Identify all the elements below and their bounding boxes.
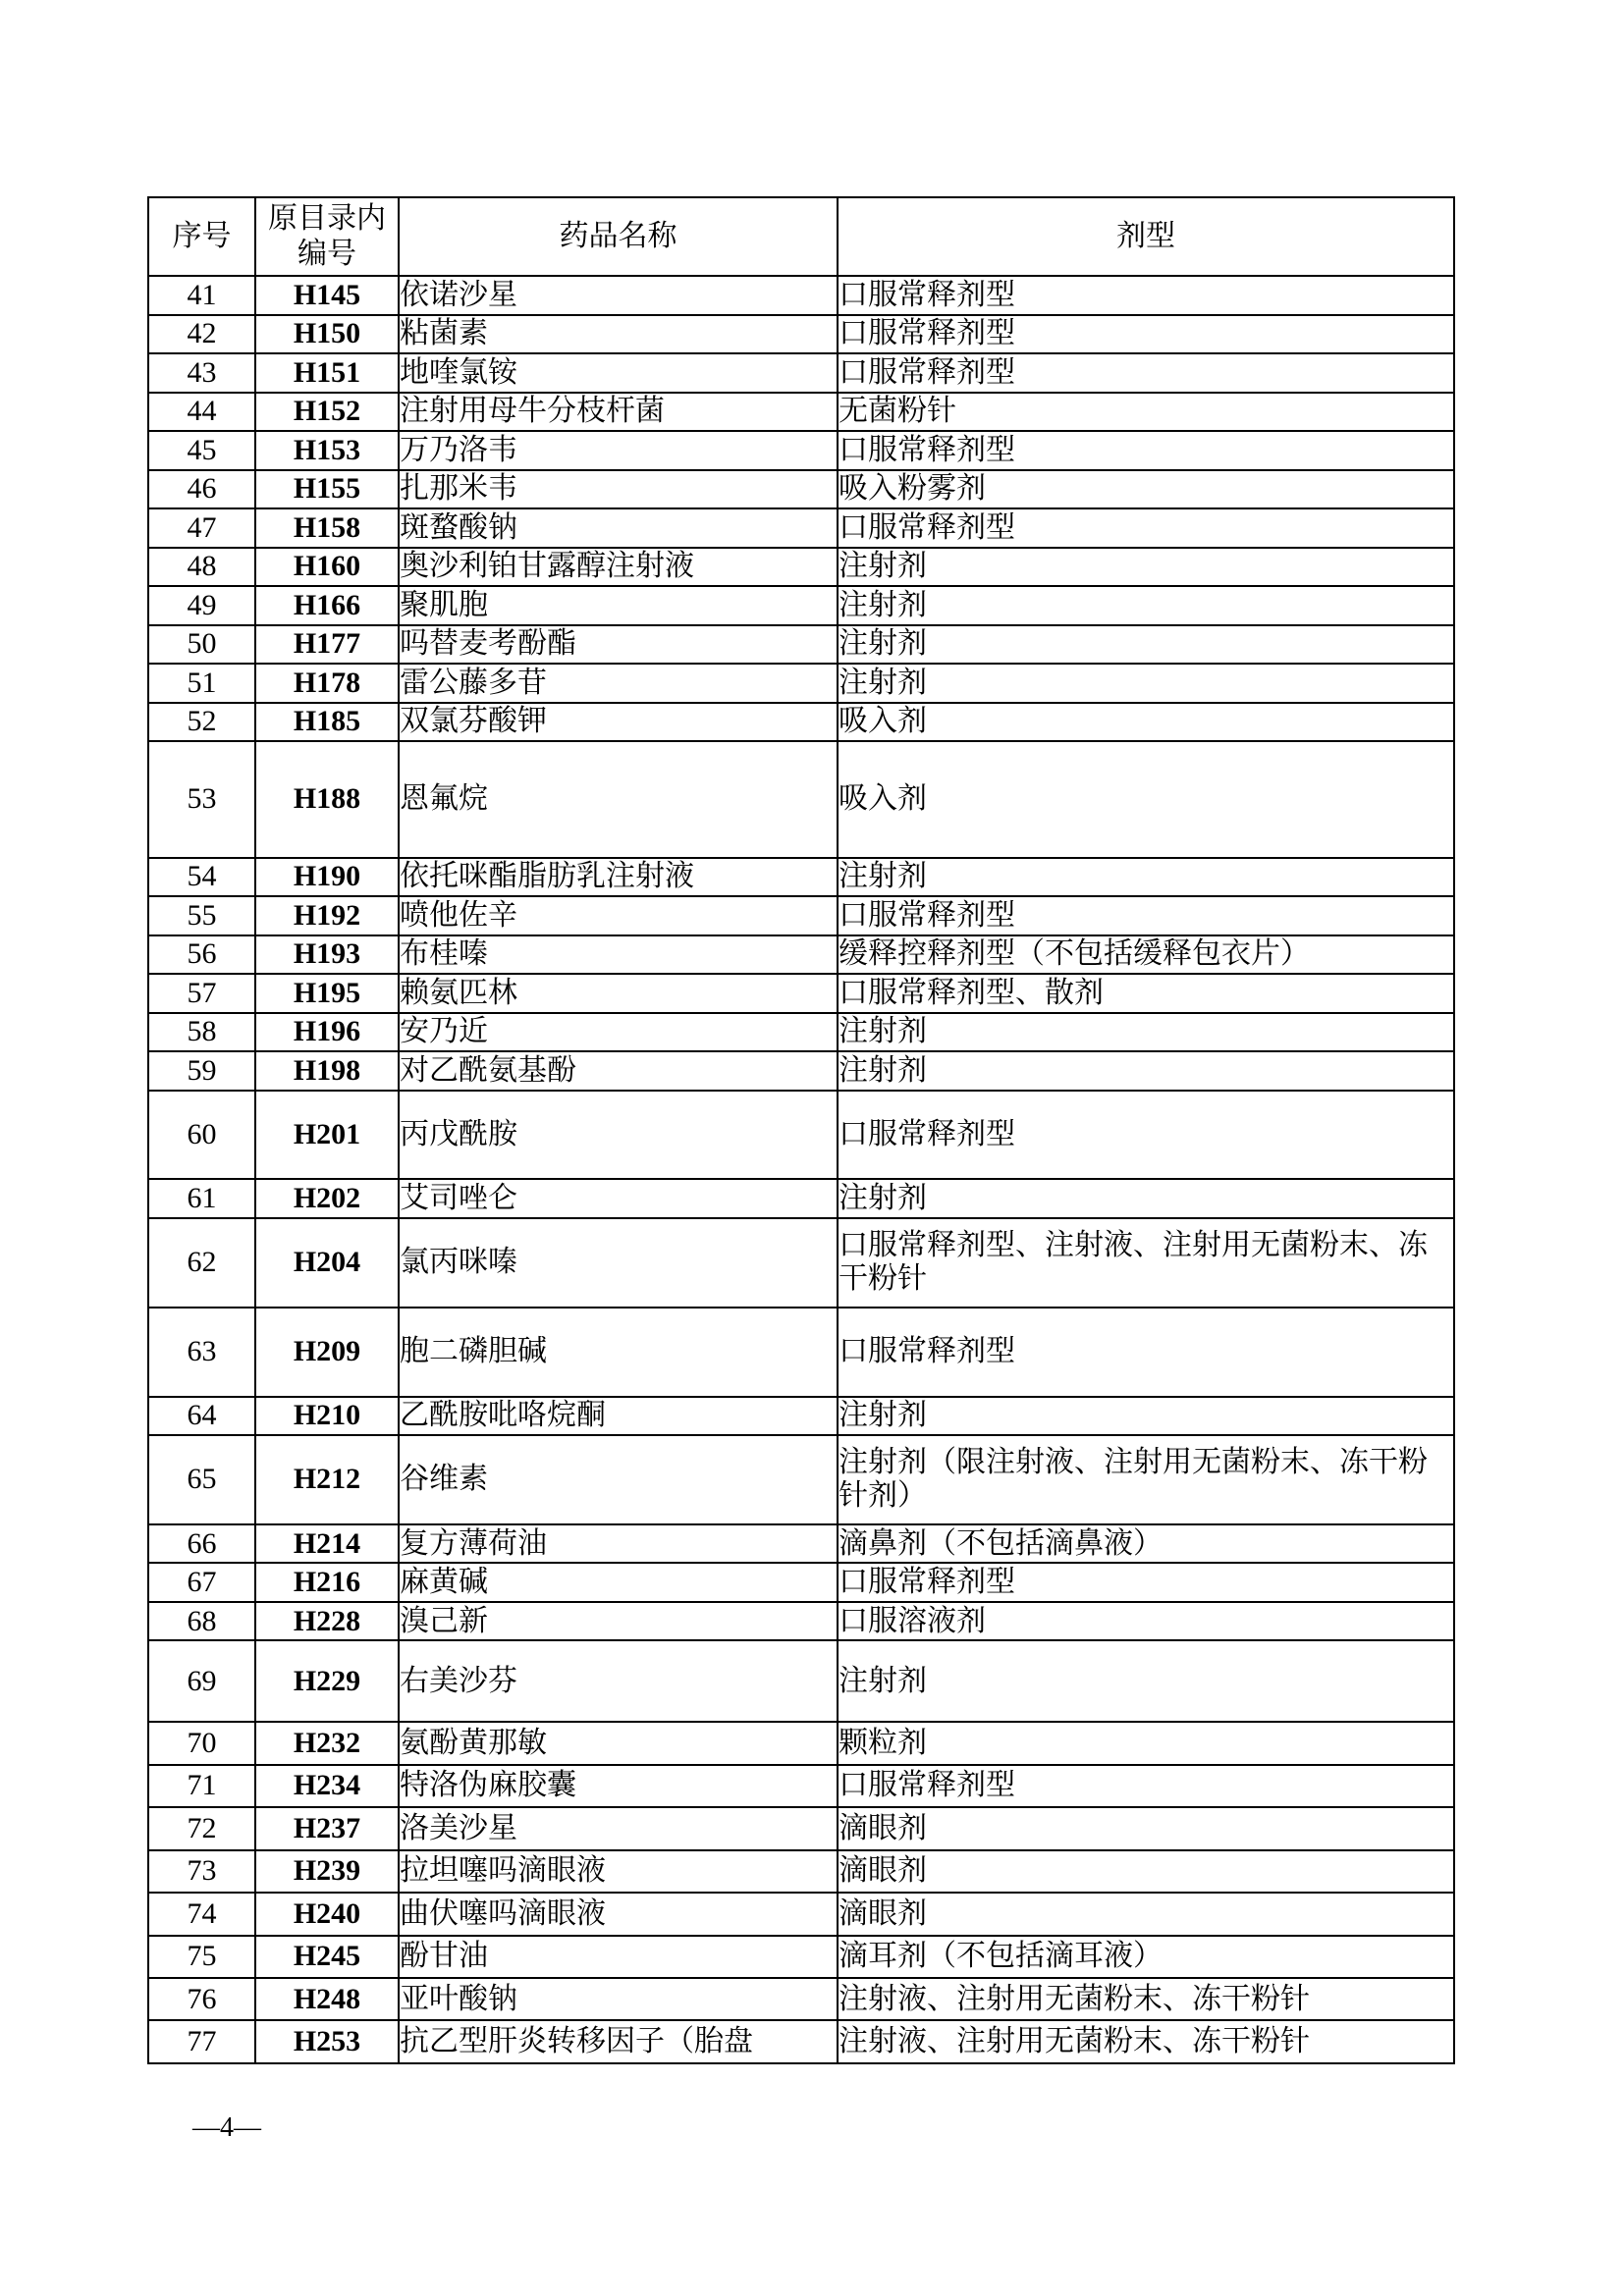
- table-row: [148, 276, 1454, 315]
- original-code-cell: H214: [255, 1524, 399, 1564]
- serial-no-cell: 42: [148, 315, 255, 354]
- table-row: [148, 1524, 1454, 1564]
- table-row: [148, 431, 1454, 470]
- dosage-form-cell: 注射剂: [838, 548, 1454, 587]
- table-row: [148, 935, 1454, 975]
- drug-name-cell: 酚甘油: [399, 1936, 838, 1978]
- drug-name-cell: 胞二磷胆碱: [399, 1308, 838, 1397]
- table-row: [148, 586, 1454, 625]
- table-row: [148, 1765, 1454, 1807]
- original-code-cell: H198: [255, 1051, 399, 1091]
- original-code-cell: H177: [255, 625, 399, 665]
- drug-name-cell: 万乃洛韦: [399, 431, 838, 470]
- serial-no-cell: 69: [148, 1640, 255, 1722]
- drug-name-cell: 雷公藤多苷: [399, 664, 838, 703]
- original-code-cell: H145: [255, 276, 399, 315]
- original-code-cell: H155: [255, 470, 399, 509]
- table-row: [148, 1936, 1454, 1978]
- drug-name-cell: 安乃近: [399, 1013, 838, 1052]
- table-row: [148, 703, 1454, 742]
- table-row: [148, 1722, 1454, 1764]
- original-code-cell: H151: [255, 353, 399, 393]
- dosage-form-cell: 口服溶液剂: [838, 1602, 1454, 1641]
- original-code-cell: H237: [255, 1807, 399, 1849]
- serial-no-cell: 67: [148, 1563, 255, 1602]
- drug-name-cell: 丙戊酰胺: [399, 1091, 838, 1180]
- dosage-form-cell: 注射剂: [838, 586, 1454, 625]
- original-code-cell: H239: [255, 1850, 399, 1893]
- dosage-form-cell: 滴鼻剂（不包括滴鼻液）: [838, 1524, 1454, 1564]
- drug-name-cell: 氨酚黄那敏: [399, 1722, 838, 1764]
- serial-no-cell: 51: [148, 664, 255, 703]
- drug-name-cell: 抗乙型肝炎转移因子（胎盘: [399, 2020, 838, 2062]
- original-code-cell: H190: [255, 858, 399, 897]
- drug-name-cell: 复方薄荷油: [399, 1524, 838, 1564]
- header-drug-name: 药品名称: [399, 197, 838, 276]
- table-row: [148, 1850, 1454, 1893]
- table-row: [148, 1218, 1454, 1308]
- table-row: [148, 315, 1454, 354]
- serial-no-cell: 45: [148, 431, 255, 470]
- table-row: [148, 858, 1454, 897]
- serial-no-cell: 71: [148, 1765, 255, 1807]
- table-row: [148, 1563, 1454, 1602]
- dosage-form-cell: 口服常释剂型、注射液、注射用无菌粉末、冻干粉针: [838, 1218, 1454, 1308]
- serial-no-cell: 66: [148, 1524, 255, 1564]
- table-header-row: [148, 197, 1454, 276]
- original-code-cell: H188: [255, 741, 399, 858]
- serial-no-cell: 58: [148, 1013, 255, 1052]
- header-original-code: 原目录内编号: [255, 197, 399, 276]
- dosage-form-cell: 吸入剂: [838, 741, 1454, 858]
- serial-no-cell: 54: [148, 858, 255, 897]
- serial-no-cell: 63: [148, 1308, 255, 1397]
- drug-name-cell: 曲伏噻吗滴眼液: [399, 1893, 838, 1935]
- table-row: [148, 896, 1454, 935]
- serial-no-cell: 43: [148, 353, 255, 393]
- serial-no-cell: 41: [148, 276, 255, 315]
- serial-no-cell: 57: [148, 974, 255, 1013]
- dosage-form-cell: 注射剂: [838, 1640, 1454, 1722]
- drug-name-cell: 特洛伪麻胶囊: [399, 1765, 838, 1807]
- drug-name-cell: 双氯芬酸钾: [399, 703, 838, 742]
- drug-list-table: [147, 196, 1455, 2064]
- original-code-cell: H178: [255, 664, 399, 703]
- drug-name-cell: 恩氟烷: [399, 741, 838, 858]
- dosage-form-cell: 口服常释剂型: [838, 1563, 1454, 1602]
- drug-name-cell: 谷维素: [399, 1435, 838, 1524]
- drug-name-cell: 溴己新: [399, 1602, 838, 1641]
- table-row: [148, 393, 1454, 432]
- table-row: [148, 1091, 1454, 1180]
- header-serial-no: 序号: [148, 197, 255, 276]
- drug-name-cell: 聚肌胞: [399, 586, 838, 625]
- dosage-form-cell: 注射剂: [838, 1397, 1454, 1436]
- table-row: [148, 1978, 1454, 2020]
- serial-no-cell: 46: [148, 470, 255, 509]
- dosage-form-cell: 滴眼剂: [838, 1807, 1454, 1849]
- serial-no-cell: 75: [148, 1936, 255, 1978]
- table-row: [148, 741, 1454, 858]
- serial-no-cell: 62: [148, 1218, 255, 1308]
- original-code-cell: H229: [255, 1640, 399, 1722]
- table-row: [148, 664, 1454, 703]
- table-row: [148, 1807, 1454, 1849]
- serial-no-cell: 49: [148, 586, 255, 625]
- drug-name-cell: 氯丙咪嗪: [399, 1218, 838, 1308]
- dosage-form-cell: 注射剂: [838, 1179, 1454, 1218]
- drug-name-cell: 扎那米韦: [399, 470, 838, 509]
- serial-no-cell: 74: [148, 1893, 255, 1935]
- table-row: [148, 1602, 1454, 1641]
- drug-name-cell: 依诺沙星: [399, 276, 838, 315]
- table-row: [148, 1435, 1454, 1524]
- drug-name-cell: 斑蝥酸钠: [399, 508, 838, 548]
- table-row: [148, 2020, 1454, 2062]
- original-code-cell: H248: [255, 1978, 399, 2020]
- original-code-cell: H195: [255, 974, 399, 1013]
- original-code-cell: H240: [255, 1893, 399, 1935]
- dosage-form-cell: 口服常释剂型: [838, 1308, 1454, 1397]
- original-code-cell: H185: [255, 703, 399, 742]
- header-dosage-form: 剂型: [838, 197, 1454, 276]
- serial-no-cell: 53: [148, 741, 255, 858]
- drug-name-cell: 右美沙芬: [399, 1640, 838, 1722]
- original-code-cell: H228: [255, 1602, 399, 1641]
- dosage-form-cell: 口服常释剂型: [838, 1091, 1454, 1180]
- original-code-cell: H210: [255, 1397, 399, 1436]
- dosage-form-cell: 注射剂: [838, 1013, 1454, 1052]
- serial-no-cell: 56: [148, 935, 255, 975]
- serial-no-cell: 59: [148, 1051, 255, 1091]
- table-row: [148, 1013, 1454, 1052]
- table-row: [148, 1308, 1454, 1397]
- drug-name-cell: 粘菌素: [399, 315, 838, 354]
- serial-no-cell: 60: [148, 1091, 255, 1180]
- original-code-cell: H209: [255, 1308, 399, 1397]
- dosage-form-cell: 吸入粉雾剂: [838, 470, 1454, 509]
- dosage-form-cell: 注射液、注射用无菌粉末、冻干粉针: [838, 2020, 1454, 2062]
- drug-name-cell: 地喹氯铵: [399, 353, 838, 393]
- table-row: [148, 1893, 1454, 1935]
- original-code-cell: H166: [255, 586, 399, 625]
- serial-no-cell: 47: [148, 508, 255, 548]
- dosage-form-cell: 注射剂: [838, 1051, 1454, 1091]
- table-body: [148, 276, 1454, 2063]
- original-code-cell: H192: [255, 896, 399, 935]
- serial-no-cell: 65: [148, 1435, 255, 1524]
- serial-no-cell: 72: [148, 1807, 255, 1849]
- original-code-cell: H212: [255, 1435, 399, 1524]
- dosage-form-cell: 注射剂: [838, 625, 1454, 665]
- original-code-cell: H153: [255, 431, 399, 470]
- drug-name-cell: 对乙酰氨基酚: [399, 1051, 838, 1091]
- original-code-cell: H234: [255, 1765, 399, 1807]
- original-code-cell: H204: [255, 1218, 399, 1308]
- drug-name-cell: 乙酰胺吡咯烷酮: [399, 1397, 838, 1436]
- dosage-form-cell: 口服常释剂型: [838, 431, 1454, 470]
- original-code-cell: H216: [255, 1563, 399, 1602]
- serial-no-cell: 70: [148, 1722, 255, 1764]
- drug-name-cell: 依托咪酯脂肪乳注射液: [399, 858, 838, 897]
- serial-no-cell: 77: [148, 2020, 255, 2062]
- dosage-form-cell: 口服常释剂型、散剂: [838, 974, 1454, 1013]
- dosage-form-cell: 口服常释剂型: [838, 353, 1454, 393]
- original-code-cell: H193: [255, 935, 399, 975]
- dosage-form-cell: 口服常释剂型: [838, 1765, 1454, 1807]
- drug-name-cell: 赖氨匹林: [399, 974, 838, 1013]
- dosage-form-cell: 口服常释剂型: [838, 276, 1454, 315]
- serial-no-cell: 50: [148, 625, 255, 665]
- original-code-cell: H202: [255, 1179, 399, 1218]
- serial-no-cell: 52: [148, 703, 255, 742]
- drug-name-cell: 洛美沙星: [399, 1807, 838, 1849]
- serial-no-cell: 64: [148, 1397, 255, 1436]
- original-code-cell: H196: [255, 1013, 399, 1052]
- dosage-form-cell: 缓释控释剂型（不包括缓释包衣片）: [838, 935, 1454, 975]
- drug-name-cell: 拉坦噻吗滴眼液: [399, 1850, 838, 1893]
- dosage-form-cell: 口服常释剂型: [838, 508, 1454, 548]
- original-code-cell: H160: [255, 548, 399, 587]
- page-number: —4—: [192, 2112, 261, 2143]
- dosage-form-cell: 注射剂（限注射液、注射用无菌粉末、冻干粉针剂）: [838, 1435, 1454, 1524]
- table-row: [148, 625, 1454, 665]
- dosage-form-cell: 滴眼剂: [838, 1893, 1454, 1935]
- drug-name-cell: 奥沙利铂甘露醇注射液: [399, 548, 838, 587]
- drug-name-cell: 吗替麦考酚酯: [399, 625, 838, 665]
- drug-name-cell: 喷他佐辛: [399, 896, 838, 935]
- table-row: [148, 353, 1454, 393]
- drug-name-cell: 布桂嗪: [399, 935, 838, 975]
- drug-name-cell: 艾司唑仑: [399, 1179, 838, 1218]
- table-row: [148, 1397, 1454, 1436]
- original-code-cell: H253: [255, 2020, 399, 2062]
- serial-no-cell: 76: [148, 1978, 255, 2020]
- table-row: [148, 470, 1454, 509]
- dosage-form-cell: 注射液、注射用无菌粉末、冻干粉针: [838, 1978, 1454, 2020]
- drug-name-cell: 注射用母牛分枝杆菌: [399, 393, 838, 432]
- serial-no-cell: 48: [148, 548, 255, 587]
- dosage-form-cell: 颗粒剂: [838, 1722, 1454, 1764]
- dosage-form-cell: 注射剂: [838, 858, 1454, 897]
- serial-no-cell: 55: [148, 896, 255, 935]
- serial-no-cell: 73: [148, 1850, 255, 1893]
- dosage-form-cell: 滴耳剂（不包括滴耳液）: [838, 1936, 1454, 1978]
- dosage-form-cell: 口服常释剂型: [838, 896, 1454, 935]
- original-code-cell: H152: [255, 393, 399, 432]
- table-row: [148, 1179, 1454, 1218]
- original-code-cell: H150: [255, 315, 399, 354]
- table-row: [148, 508, 1454, 548]
- drug-name-cell: 麻黄碱: [399, 1563, 838, 1602]
- dosage-form-cell: 吸入剂: [838, 703, 1454, 742]
- original-code-cell: H158: [255, 508, 399, 548]
- table-row: [148, 974, 1454, 1013]
- table-row: [148, 548, 1454, 587]
- original-code-cell: H201: [255, 1091, 399, 1180]
- dosage-form-cell: 注射剂: [838, 664, 1454, 703]
- original-code-cell: H232: [255, 1722, 399, 1764]
- drug-name-cell: 亚叶酸钠: [399, 1978, 838, 2020]
- dosage-form-cell: 滴眼剂: [838, 1850, 1454, 1893]
- serial-no-cell: 44: [148, 393, 255, 432]
- serial-no-cell: 61: [148, 1179, 255, 1218]
- original-code-cell: H245: [255, 1936, 399, 1978]
- dosage-form-cell: 口服常释剂型: [838, 315, 1454, 354]
- table-row: [148, 1051, 1454, 1091]
- serial-no-cell: 68: [148, 1602, 255, 1641]
- table-row: [148, 1640, 1454, 1722]
- dosage-form-cell: 无菌粉针: [838, 393, 1454, 432]
